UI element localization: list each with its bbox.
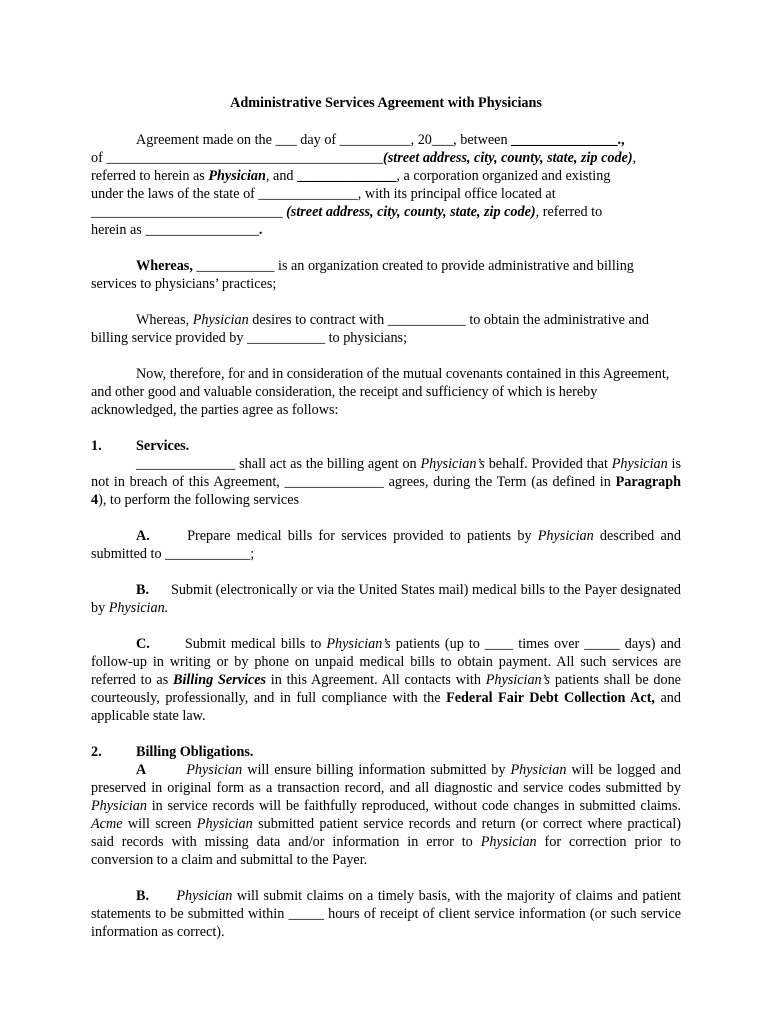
document-title: Administrative Services Agreement with Physicians	[230, 95, 542, 111]
section-1-item-a: A. Prepare medical bills for services provided to patients by Physician described and submitted to ____________;	[91, 528, 681, 562]
intro-paragraph: Agreement made on the ___ day of __________, 20___, between _______________., of _______________________________________(street address, city, county, state, zip code), referred to herein as Physician, and ______________, a corporation organized and existing under the laws of the state of ______________, with its principal office located at ___________________________ (street address, city, county, state, zip code), referred to herein as ________________.	[91, 132, 637, 238]
document-body	[91, 94, 681, 941]
now-therefore-paragraph: Now, therefore, for and in consideration of the mutual covenants contained in this Agreement, and other good and valuable consideration, the receipt and sufficiency of which is hereby acknowledged, the parties agree as follows:	[91, 366, 670, 418]
section-2-heading: 2. Billing Obligations.	[91, 744, 254, 760]
section-1-item-c: C. Submit medical bills to Physician’s patients (up to ____ times over _____ days) and follow-up in writing or by phone on unpaid medical bills to obtain payment. All such services are referred to as Billing Services in this Agreement. All contacts with Physician’s patients shall be done courteously, professionally, and in full compliance with the Federal Fair Debt Collection Act, and applicable state law.	[91, 636, 681, 724]
section-1-body: ______________ shall act as the billing agent on Physician’s behalf. Provided that Physician is not in breach of this Agreement, ______________ agrees, during the Term (as defined in Paragraph 4), to perform the following services	[91, 456, 682, 508]
section-2-item-b: B. Physician will submit claims on a timely basis, with the majority of claims and patient statements to be submitted within _____ hours of receipt of client service information (or such service information as correct).	[91, 888, 682, 940]
section-1-item-b: B. Submit (electronically or via the United States mail) medical bills to the Payer designated by Physician.	[91, 582, 681, 616]
whereas-paragraph-1: Whereas, ___________ is an organization created to provide administrative and billing services to physicians’ practices;	[91, 258, 634, 292]
section-1-heading: 1. Services.	[91, 438, 190, 454]
whereas-paragraph-2: Whereas, Physician desires to contract with ___________ to obtain the administrative and billing service provided by ___________ to physicians;	[91, 312, 649, 346]
section-2-item-a: A Physician will ensure billing information submitted by Physician will be logged and preserved in original form as a transaction record, and all diagnostic and service codes submitted by Physician in service records will be faithfully reproduced, without code changes in submitted claims. Acme will screen Physician submitted patient service records and return (or correct where practical) said records with missing data and/or information in error to Physician for correction prior to conversion to a claim and submittal to the Payer.	[91, 762, 681, 868]
